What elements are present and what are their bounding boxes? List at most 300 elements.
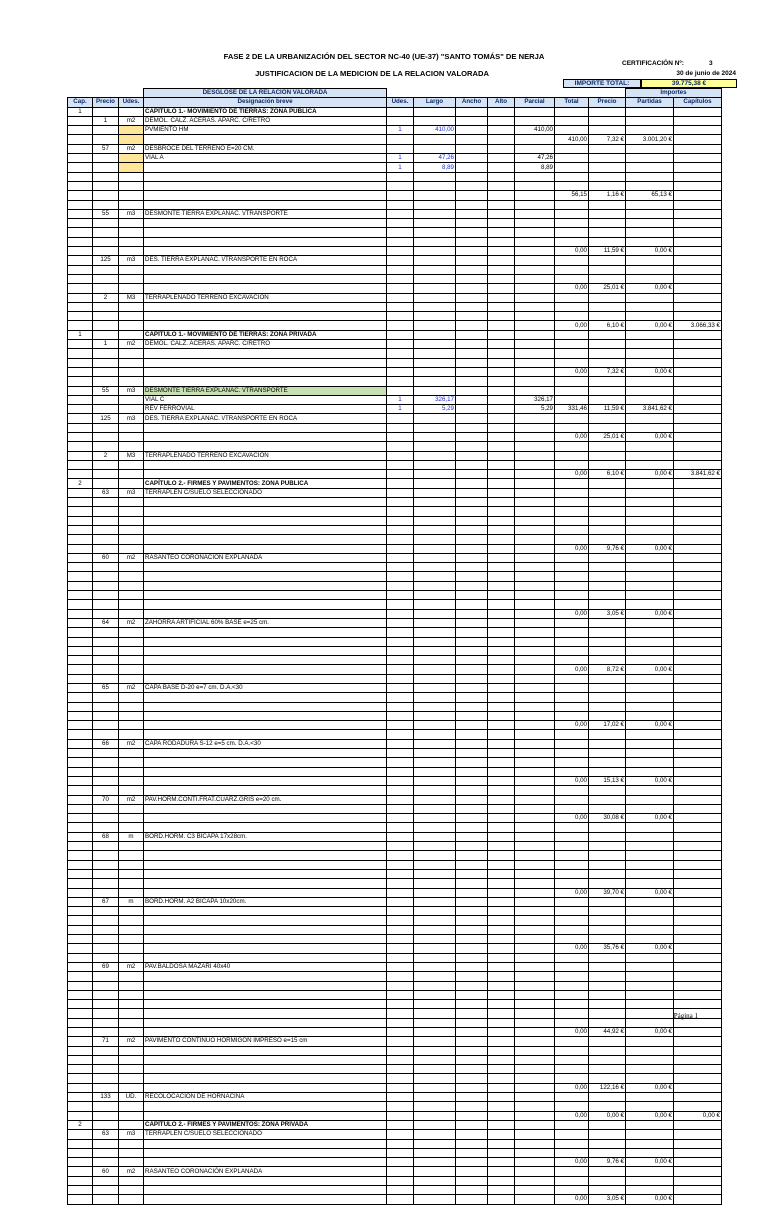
cell-description — [144, 265, 387, 274]
cell-units — [387, 572, 414, 581]
cell-price-code — [93, 349, 119, 358]
cell-height — [488, 1186, 515, 1195]
cell-height — [488, 321, 515, 330]
cell-height — [488, 386, 515, 395]
cell-unit — [119, 479, 144, 488]
cell-description — [144, 925, 387, 934]
cell-unit — [119, 767, 144, 776]
cell-width — [456, 1120, 488, 1129]
cell-price-code — [93, 823, 119, 832]
cell-units — [387, 1000, 414, 1009]
table-row — [68, 962, 722, 971]
cell-chapter-amount — [674, 330, 722, 339]
cell-price-code: 63 — [93, 488, 119, 497]
cell-units — [387, 1158, 414, 1167]
cell-items-amount — [626, 460, 674, 469]
cell-cap — [68, 888, 93, 897]
cell-items-amount — [626, 795, 674, 804]
cell-unit-price — [589, 460, 626, 469]
cell-height — [488, 330, 515, 339]
cell-items-amount — [626, 646, 674, 655]
cell-items-amount — [626, 256, 674, 265]
cell-unit — [119, 646, 144, 655]
cell-items-amount — [626, 553, 674, 562]
cell-height — [488, 247, 515, 256]
cell-cap: 1 — [68, 330, 93, 339]
cell-width — [456, 711, 488, 720]
cell-total — [555, 172, 589, 181]
cell-items-amount: 0,00 € — [626, 1111, 674, 1120]
cell-price-code — [93, 460, 119, 469]
cell-cap — [68, 832, 93, 841]
cell-total — [555, 563, 589, 572]
cell-unit — [119, 302, 144, 311]
cell-total — [555, 907, 589, 916]
cell-price-code — [93, 609, 119, 618]
cell-price-code — [93, 107, 119, 116]
column-header: Cap. — [68, 98, 93, 107]
cell-price-code — [93, 377, 119, 386]
cell-partial — [515, 767, 555, 776]
table-row — [68, 600, 722, 609]
cell-chapter-amount — [674, 256, 722, 265]
cell-unit-price — [589, 163, 626, 172]
cell-price-code: 60 — [93, 1167, 119, 1176]
cell-length — [414, 1186, 456, 1195]
cell-height — [488, 702, 515, 711]
cell-total — [555, 628, 589, 637]
cell-chapter-amount — [674, 563, 722, 572]
cell-cap — [68, 823, 93, 832]
cell-partial — [515, 414, 555, 423]
cell-partial — [515, 386, 555, 395]
cell-partial: 8,89 — [515, 163, 555, 172]
cell-unit — [119, 814, 144, 823]
cell-unit-price: 25,01 € — [589, 432, 626, 441]
cell-chapter-amount — [674, 181, 722, 190]
cell-price-code — [93, 126, 119, 135]
cell-partial — [515, 1120, 555, 1129]
cell-description — [144, 321, 387, 330]
cell-length — [414, 684, 456, 693]
table-row — [68, 925, 722, 934]
cell-total — [555, 1055, 589, 1064]
cell-units — [387, 414, 414, 423]
cell-chapter-amount — [674, 1074, 722, 1083]
cell-units — [387, 488, 414, 497]
cell-partial — [515, 563, 555, 572]
cell-description — [144, 860, 387, 869]
cell-cap — [68, 544, 93, 553]
table-row — [68, 460, 722, 469]
cell-partial — [515, 962, 555, 971]
cell-length — [414, 907, 456, 916]
cell-unit — [119, 377, 144, 386]
cell-width — [456, 191, 488, 200]
cell-items-amount — [626, 451, 674, 460]
cell-cap — [68, 488, 93, 497]
cell-items-amount — [626, 1009, 674, 1018]
cell-unit — [119, 730, 144, 739]
cell-total — [555, 869, 589, 878]
cell-width — [456, 535, 488, 544]
cell-chapter-amount — [674, 442, 722, 451]
table-row — [68, 609, 722, 618]
cell-height — [488, 897, 515, 906]
cell-total — [555, 925, 589, 934]
cell-total — [555, 460, 589, 469]
cell-length — [414, 349, 456, 358]
cell-description — [144, 916, 387, 925]
cell-unit-price — [589, 1009, 626, 1018]
cell-price-code: 55 — [93, 209, 119, 218]
cell-cap — [68, 935, 93, 944]
cell-unit-price — [589, 646, 626, 655]
cell-unit — [119, 711, 144, 720]
cell-items-amount — [626, 1018, 674, 1027]
cell-description — [144, 460, 387, 469]
cell-chapter-amount — [674, 135, 722, 144]
cell-width — [456, 247, 488, 256]
cell-height — [488, 953, 515, 962]
cell-unit — [119, 665, 144, 674]
cell-partial — [515, 591, 555, 600]
cell-items-amount — [626, 442, 674, 451]
cell-unit-price — [589, 711, 626, 720]
cell-cap — [68, 860, 93, 869]
cell-description — [144, 591, 387, 600]
cell-partial — [515, 553, 555, 562]
cell-items-amount — [626, 330, 674, 339]
cell-width — [456, 563, 488, 572]
cell-chapter-amount — [674, 1130, 722, 1139]
cell-cap — [68, 656, 93, 665]
cell-width — [456, 544, 488, 553]
cell-chapter-amount — [674, 804, 722, 813]
cell-length — [414, 1027, 456, 1036]
cell-total — [555, 1139, 589, 1148]
cell-price-code — [93, 358, 119, 367]
cell-price-code — [93, 591, 119, 600]
certification-number: 3 — [709, 60, 713, 67]
table-row — [68, 144, 722, 153]
cell-price-code — [93, 953, 119, 962]
cell-width — [456, 228, 488, 237]
cell-unit — [119, 609, 144, 618]
cell-description — [144, 1065, 387, 1074]
cell-total: 0,00 — [555, 1158, 589, 1167]
cell-chapter-amount — [674, 265, 722, 274]
cell-description — [144, 758, 387, 767]
cell-unit-price — [589, 693, 626, 702]
cell-items-amount — [626, 767, 674, 776]
cell-items-amount: 0,00 € — [626, 665, 674, 674]
cell-length — [414, 869, 456, 878]
cell-partial — [515, 776, 555, 785]
cell-units — [387, 1037, 414, 1046]
cell-unit-price — [589, 219, 626, 228]
cell-price-code — [93, 637, 119, 646]
column-header: Ancho — [456, 98, 488, 107]
cell-unit-price — [589, 423, 626, 432]
cell-unit: m2 — [119, 1037, 144, 1046]
cell-units — [387, 470, 414, 479]
cell-unit: m2 — [119, 553, 144, 562]
cell-height — [488, 126, 515, 135]
cell-length — [414, 674, 456, 683]
table-row — [68, 358, 722, 367]
cell-units — [387, 200, 414, 209]
cell-description — [144, 637, 387, 646]
cell-unit-price — [589, 330, 626, 339]
cell-description: DES. TIERRA EXPLANAC. \/TRANSPORTE EN ROCA — [144, 256, 387, 265]
cell-cap — [68, 795, 93, 804]
cell-cap — [68, 758, 93, 767]
cell-unit — [119, 1148, 144, 1157]
cell-length — [414, 758, 456, 767]
cell-cap — [68, 358, 93, 367]
cell-cap — [68, 228, 93, 237]
table-row — [68, 116, 722, 125]
cell-unit-price — [589, 516, 626, 525]
cell-length: 47,26 — [414, 154, 456, 163]
table-row — [68, 432, 722, 441]
cell-length — [414, 432, 456, 441]
cell-height — [488, 488, 515, 497]
cell-price-code: 68 — [93, 832, 119, 841]
cell-units — [387, 237, 414, 246]
cell-price-code — [93, 395, 119, 404]
cell-units — [387, 897, 414, 906]
cell-width — [456, 1055, 488, 1064]
cell-unit-price — [589, 581, 626, 590]
cell-description — [144, 274, 387, 283]
cell-length — [414, 618, 456, 627]
cell-height — [488, 274, 515, 283]
cell-chapter-amount — [674, 721, 722, 730]
cell-width — [456, 209, 488, 218]
cell-partial — [515, 618, 555, 627]
cell-units — [387, 423, 414, 432]
cell-cap — [68, 1102, 93, 1111]
cell-unit-price: 6,10 € — [589, 470, 626, 479]
cell-unit — [119, 1000, 144, 1009]
cell-price-code — [93, 330, 119, 339]
cell-width — [456, 702, 488, 711]
table-row — [68, 405, 722, 414]
cell-price-code — [93, 693, 119, 702]
cell-unit-price — [589, 702, 626, 711]
cell-units — [387, 609, 414, 618]
cell-width — [456, 284, 488, 293]
cell-price-code — [93, 776, 119, 785]
cell-cap — [68, 572, 93, 581]
cell-units — [387, 209, 414, 218]
cell-units — [387, 172, 414, 181]
cell-cap — [68, 869, 93, 878]
column-header: Largo — [414, 98, 456, 107]
cell-length — [414, 1167, 456, 1176]
cell-chapter-amount — [674, 637, 722, 646]
table-row — [68, 628, 722, 637]
cell-chapter-amount — [674, 1065, 722, 1074]
cell-description — [144, 525, 387, 534]
cell-unit-price — [589, 116, 626, 125]
cell-width — [456, 163, 488, 172]
cell-length — [414, 749, 456, 758]
cell-width — [456, 776, 488, 785]
cell-length — [414, 442, 456, 451]
cell-width — [456, 907, 488, 916]
cell-cap — [68, 367, 93, 376]
cell-height — [488, 935, 515, 944]
cell-units — [387, 274, 414, 283]
cell-length — [414, 888, 456, 897]
cell-unit — [119, 405, 144, 414]
column-header: Parcial — [515, 98, 555, 107]
table-row — [68, 1158, 722, 1167]
cell-unit: m — [119, 897, 144, 906]
cell-total — [555, 981, 589, 990]
cell-chapter-amount — [674, 851, 722, 860]
cell-items-amount: 0,00 € — [626, 432, 674, 441]
cell-width — [456, 851, 488, 860]
cell-length — [414, 711, 456, 720]
cell-price-code — [93, 665, 119, 674]
cell-length — [414, 1093, 456, 1102]
cell-height — [488, 367, 515, 376]
cell-total — [555, 349, 589, 358]
cell-length — [414, 200, 456, 209]
cell-description — [144, 191, 387, 200]
cell-items-amount — [626, 507, 674, 516]
cell-width — [456, 367, 488, 376]
cell-description — [144, 572, 387, 581]
cell-partial — [515, 312, 555, 321]
table-row — [68, 1148, 722, 1157]
cell-length — [414, 377, 456, 386]
cell-cap — [68, 265, 93, 274]
cell-length — [414, 767, 456, 776]
cell-length — [414, 572, 456, 581]
cell-cap — [68, 600, 93, 609]
cell-height — [488, 1093, 515, 1102]
cell-partial — [515, 646, 555, 655]
cell-length — [414, 990, 456, 999]
cell-height — [488, 842, 515, 851]
cell-width — [456, 405, 488, 414]
cell-total — [555, 516, 589, 525]
cell-unit-price — [589, 1065, 626, 1074]
cell-items-amount: 0,00 € — [626, 321, 674, 330]
cell-chapter-amount — [674, 126, 722, 135]
cell-cap — [68, 135, 93, 144]
cell-cap — [68, 609, 93, 618]
cell-description — [144, 432, 387, 441]
cell-length — [414, 581, 456, 590]
cell-chapter-amount — [674, 693, 722, 702]
cell-items-amount — [626, 126, 674, 135]
cell-height — [488, 907, 515, 916]
cell-unit-price: 35,76 € — [589, 944, 626, 953]
cell-total — [555, 879, 589, 888]
cell-unit-price: 9,76 € — [589, 544, 626, 553]
cell-chapter-amount — [674, 1102, 722, 1111]
cell-height — [488, 962, 515, 971]
cell-price-code — [93, 516, 119, 525]
cell-chapter-amount — [674, 665, 722, 674]
cell-price-code — [93, 990, 119, 999]
cell-partial — [515, 228, 555, 237]
cell-unit-price — [589, 823, 626, 832]
cell-chapter-amount — [674, 990, 722, 999]
cell-unit — [119, 423, 144, 432]
cell-units — [387, 293, 414, 302]
cell-price-code — [93, 135, 119, 144]
cell-price-code — [93, 860, 119, 869]
cell-length — [414, 191, 456, 200]
cell-items-amount — [626, 209, 674, 218]
cell-length — [414, 981, 456, 990]
cell-height — [488, 572, 515, 581]
cell-length — [414, 181, 456, 190]
cell-cap — [68, 405, 93, 414]
table-row — [68, 897, 722, 906]
cell-cap — [68, 414, 93, 423]
cell-items-amount — [626, 860, 674, 869]
cell-unit-price — [589, 656, 626, 665]
cell-total — [555, 1130, 589, 1139]
cell-cap — [68, 1158, 93, 1167]
table-row — [68, 860, 722, 869]
cell-height — [488, 749, 515, 758]
cell-partial — [515, 693, 555, 702]
table-row — [68, 1055, 722, 1064]
cell-total — [555, 126, 589, 135]
cell-units — [387, 1111, 414, 1120]
cell-items-amount — [626, 1046, 674, 1055]
cell-units — [387, 349, 414, 358]
cell-height — [488, 1055, 515, 1064]
cell-total — [555, 674, 589, 683]
cell-unit-price — [589, 767, 626, 776]
cell-width — [456, 1139, 488, 1148]
cell-chapter-amount — [674, 814, 722, 823]
cell-height — [488, 711, 515, 720]
cell-total — [555, 1167, 589, 1176]
cell-unit: UD. — [119, 1093, 144, 1102]
cell-unit — [119, 563, 144, 572]
cell-chapter-amount: 3.841,62 € — [674, 470, 722, 479]
cell-items-amount — [626, 312, 674, 321]
cell-width — [456, 1037, 488, 1046]
cell-cap — [68, 349, 93, 358]
cell-items-amount — [626, 581, 674, 590]
cell-description — [144, 377, 387, 386]
cell-price-code — [93, 1176, 119, 1185]
cell-description: RECOLOCACION DE HORNACINA — [144, 1093, 387, 1102]
cell-price-code — [93, 219, 119, 228]
cell-partial — [515, 377, 555, 386]
cell-length — [414, 916, 456, 925]
cell-unit-price — [589, 1093, 626, 1102]
cell-chapter-amount — [674, 154, 722, 163]
cell-width — [456, 693, 488, 702]
cell-price-code: 70 — [93, 795, 119, 804]
cell-items-amount — [626, 907, 674, 916]
cell-cap — [68, 563, 93, 572]
cell-units — [387, 247, 414, 256]
